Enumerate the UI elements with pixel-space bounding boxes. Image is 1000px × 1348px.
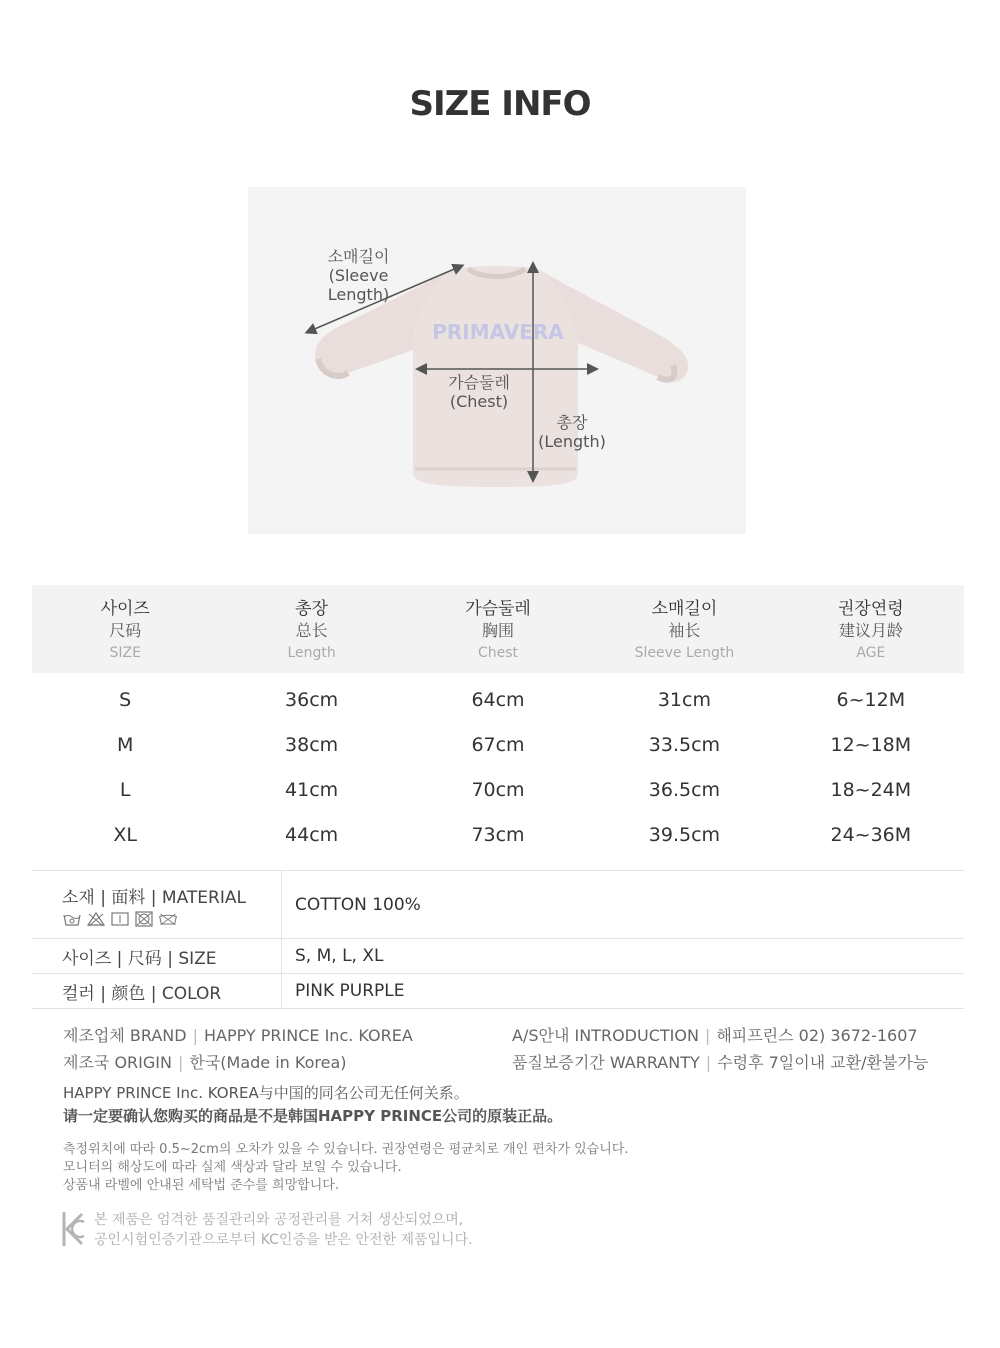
as-row: A/S안내 INTRODUCTION | 해피프린스 02) 3672-1607 <box>512 1026 918 1045</box>
product-info-table <box>32 870 964 1009</box>
header-chest: 가슴둘레 胸围 Chest <box>465 599 531 661</box>
page-title: SIZE INFO <box>409 84 591 124</box>
size-table <box>32 585 964 871</box>
sleeve-ko: 소매길이 <box>327 247 390 266</box>
china-notice-line: HAPPY PRINCE Inc. KOREA与中国的同名公司无任何关系。 <box>63 1084 469 1102</box>
sleeve-en: (Sleeve Length) <box>327 266 390 304</box>
cell: 33.5cm <box>648 733 721 756</box>
size-label: 사이즈 | 尺码 | SIZE <box>32 939 282 973</box>
cell: 67cm <box>471 733 525 756</box>
measurement-notice <box>63 1141 628 1195</box>
material-value: COTTON 100% <box>295 894 421 915</box>
cell: 18~24M <box>830 778 912 801</box>
length-annotation <box>538 413 606 451</box>
kc-line: 본 제품은 엄격한 품질관리와 공정관리를 거쳐 생산되었으며, <box>94 1212 464 1228</box>
cell: 36.5cm <box>648 778 721 801</box>
kc-line: 공인시험인증기관으로부터 KC인증을 받은 안전한 제품입니다. <box>94 1232 473 1248</box>
chest-annotation <box>431 373 527 411</box>
cell: 44cm <box>285 823 339 846</box>
header-age: 권장연령 建议月龄 AGE <box>837 599 904 661</box>
cell: M <box>117 733 134 756</box>
cell: 64cm <box>471 688 525 711</box>
as-value: 해피프린스 02) 3672-1607 <box>716 1026 918 1045</box>
chest-ko: 가슴둘레 <box>448 373 510 392</box>
length-ko: 총장 <box>556 413 588 432</box>
brand-value: HAPPY PRINCE Inc. KOREA <box>203 1026 413 1045</box>
header-size: 사이즈 尺码 SIZE <box>100 599 150 661</box>
size-row <box>32 939 964 974</box>
care-icons <box>32 911 281 927</box>
sweatshirt-illustration <box>248 187 746 534</box>
header-length: 총장 总长 Length <box>287 599 336 661</box>
table-row <box>32 767 964 812</box>
kc-mark-icon <box>62 1210 86 1248</box>
cell: 39.5cm <box>648 823 721 846</box>
color-label: 컬러 | 颜色 | COLOR <box>32 974 282 1008</box>
sleeve-annotation <box>296 247 421 304</box>
origin-row: 제조국 ORIGIN | 한국(Made in Korea) <box>63 1053 347 1072</box>
print-text: PRIMAVERA <box>432 320 564 344</box>
brand-origin-info <box>63 1022 413 1076</box>
origin-value: 한국(Made in Korea) <box>189 1053 347 1072</box>
brand-label: 제조업체 BRAND <box>63 1026 187 1045</box>
cell: 6~12M <box>836 688 906 711</box>
color-value: PINK PURPLE <box>295 981 405 1001</box>
color-row <box>32 974 964 1009</box>
kc-certification-text <box>94 1210 473 1250</box>
origin-label: 제조국 ORIGIN <box>63 1053 172 1072</box>
cell: 12~18M <box>830 733 912 756</box>
no-dry-clean-icon <box>158 911 178 927</box>
no-tumble-dry-icon <box>134 911 154 927</box>
size-table-header <box>32 585 964 673</box>
material-label: 소재 | 面料 | MATERIAL <box>62 887 246 908</box>
table-row <box>32 722 964 767</box>
chest-en: (Chest) <box>449 392 509 411</box>
cell: 31cm <box>657 688 711 711</box>
warranty-label: 품질보증기간 WARRANTY <box>512 1053 700 1072</box>
brand-row: 제조업체 BRAND | HAPPY PRINCE Inc. KOREA <box>63 1026 413 1045</box>
cell: 38cm <box>285 733 339 756</box>
cell: 24~36M <box>830 823 912 846</box>
size-value: S, M, L, XL <box>295 946 384 966</box>
cell: XL <box>113 823 137 846</box>
service-info <box>512 1022 928 1076</box>
header-sleeve: 소매길이 袖长 Sleeve Length <box>634 599 735 661</box>
notice-line: 상품내 라벨에 안내된 세탁법 준수를 희망합니다. <box>63 1178 339 1193</box>
notice-line: 측정위치에 따라 0.5~2cm의 오차가 있을 수 있습니다. 권장연령은 평균치로 개인 편차가 있습니다. <box>63 1142 629 1157</box>
cell: S <box>119 688 132 711</box>
length-en: (Length) <box>538 432 606 451</box>
hand-wash-icon <box>62 911 82 927</box>
notice-line: 모니터의 해상도에 따라 실제 색상과 달라 보일 수 있습니다. <box>63 1160 402 1175</box>
cell: 70cm <box>471 778 525 801</box>
cell: 36cm <box>285 688 339 711</box>
as-label: A/S안내 INTRODUCTION <box>512 1026 699 1045</box>
product-diagram <box>248 187 746 534</box>
china-notice-line: 请一定要确认您购买的商品是不是韩国HAPPY PRINCE公司的原装正品。 <box>63 1107 563 1125</box>
cell: 41cm <box>285 778 339 801</box>
warranty-row: 품질보증기간 WARRANTY | 수령후 7일이내 교환/환불가능 <box>512 1053 929 1072</box>
table-row <box>32 677 964 722</box>
material-row <box>32 871 964 939</box>
no-bleach-icon <box>86 911 106 927</box>
warranty-value: 수령후 7일이내 교환/환불가능 <box>717 1053 929 1072</box>
cell: 73cm <box>471 823 525 846</box>
line-dry-icon <box>110 911 130 927</box>
china-notice <box>63 1082 562 1128</box>
table-row <box>32 812 964 857</box>
cell: L <box>119 778 131 801</box>
